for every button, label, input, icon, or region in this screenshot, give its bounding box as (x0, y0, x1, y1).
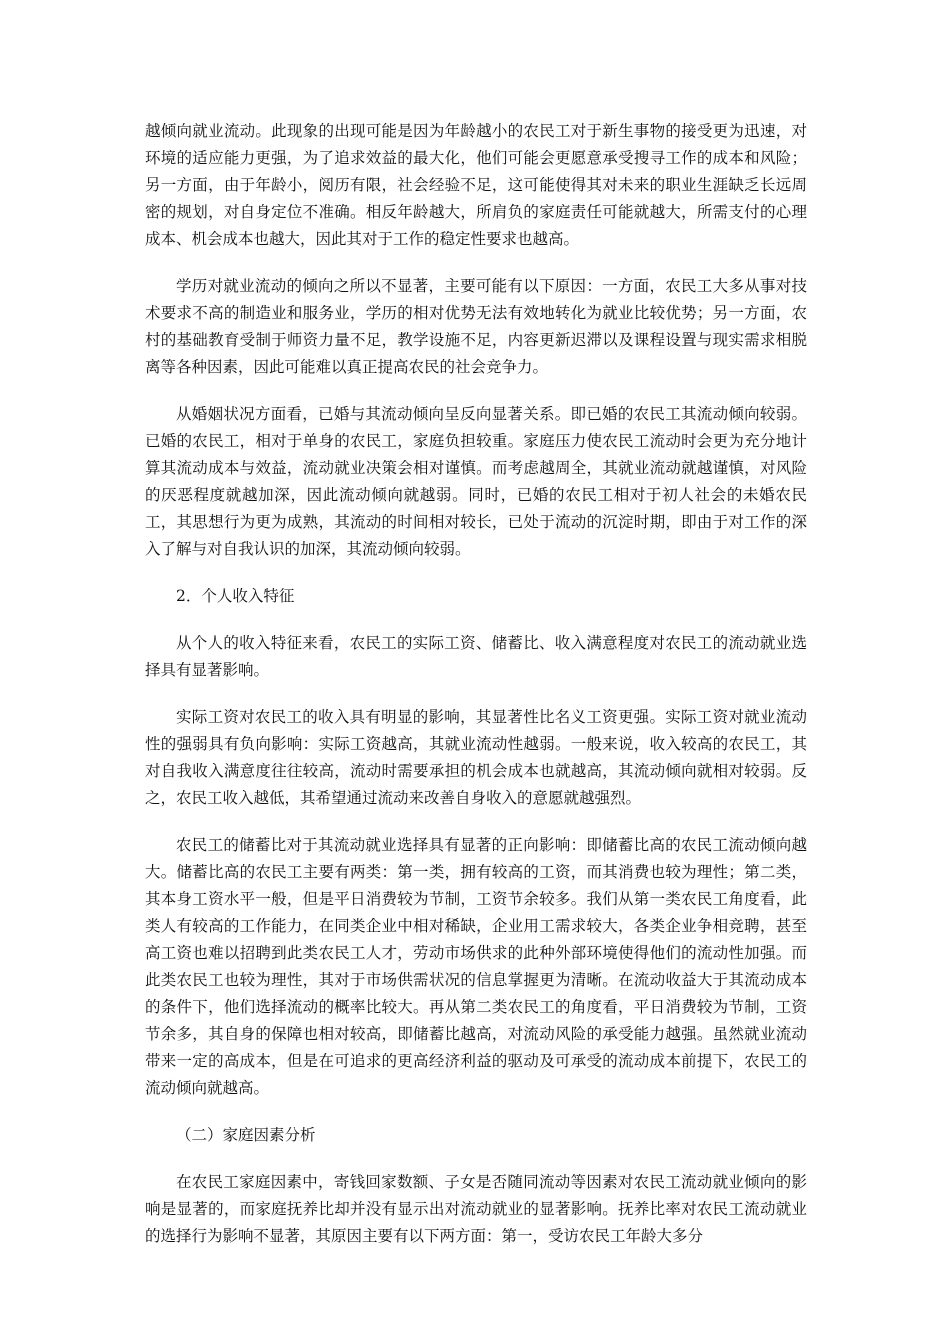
paragraph-age-effect: 越倾向就业流动。此现象的出现可能是因为年龄越小的农民工对于新生事物的接受更为迅速，对环境的适应能力更强，为了追求效益的最大化，他们可能会更愿意承受搜寻工作的成本和风险；另一方面，由于年龄小，阅历有限，社会经验不足，这可能使得其对未来的职业生涯缺乏长远周密的规划，对自身定位不准确。相反年龄越大，所肩负的家庭责任可能就越大，所需支付的心理成本、机会成本也越大，因此其对于工作的稳定性要求也越高。 (145, 122, 807, 248)
paragraph-savings-ratio: 农民工的储蓄比对于其流动就业选择具有显著的正向影响：即储蓄比高的农民工流动倾向越大。储蓄比高的农民工主要有两类：第一类，拥有较高的工资，而其消费也较为理性；第二类，其本身工资水平一般，但是平日消费较为节制，工资节余较多。我们从第一类农民工角度看，此类人有较高的工作能力，在同类企业中相对稀缺，企业用工需求较大，各类企业争相竞聘，甚至高工资也难以招聘到此类农民工人才，劳动市场供求的此种外部环境使得他们的流动性加强。而此类农民工也较为理性，其对于市场供需状况的信息掌握更为清晰。在流动收益大于其流动成本的条件下，他们选择流动的概率比较大。再从第二类农民工的角度看，平日消费较为节制，工资节余多，其自身的保障也相对较高，即储蓄比越高，对流动风险的承受能力越强。虽然就业流动带来一定的高成本，但是在可追求的更高经济利益的驱动及可承受的流动成本前提下，农民工的流动倾向就越高。 (145, 836, 807, 1097)
paragraph-real-wage: 实际工资对农民工的收入具有明显的影响，其显著性比名义工资更强。实际工资对就业流动性的强弱具有负向影响：实际工资越高，其就业流动性越弱。一般来说，收入较高的农民工，其对自我收入满意度往往较高，流动时需要承担的机会成本也就越高，其流动倾向就相对较弱。反之，农民工收入越低，其希望通过流动来改善自身收入的意愿就越强烈。 (145, 708, 807, 807)
paragraph-education-effect: 学历对就业流动的倾向之所以不显著，主要可能有以下原因：一方面，农民工大多从事对技术要求不高的制造业和服务业，学历的相对优势无法有效地转化为就业比较优势；另一方面，农村的基础教育受制于师资力量不足，教学设施不足，内容更新迟滞以及课程设置与现实需求相脱离等各种因素，因此可能难以真正提高农民的社会竞争力。 (145, 277, 807, 376)
section-heading-personal-income: 2．个人收入特征 (176, 587, 295, 605)
paragraph-family-factors: 在农民工家庭因素中，寄钱回家数额、子女是否随同流动等因素对农民工流动就业倾向的影响是显著的，而家庭抚养比却并没有显示出对流动就业的显著影响。抚养比率对农民工流动就业的选择行为影响不显著，其原因主要有以下两方面：第一，受访农民工年龄大多分 (145, 1173, 807, 1245)
paragraph-marriage-effect: 从婚姻状况方面看，已婚与其流动倾向呈反向显著关系。即已婚的农民工其流动倾向较弱。已婚的农民工，相对于单身的农民工，家庭负担较重。家庭压力使农民工流动时会更为充分地计算其流动成本与效益，流动就业决策会相对谨慎。而考虑越周全，其就业流动就越谨慎，对风险的厌恶程度就越加深，因此流动倾向就越弱。同时，已婚的农民工相对于初人社会的未婚农民工，其思想行为更为成熟，其流动的时间相对较长，已处于流动的沉淀时期，即由于对工作的深入了解与对自我认识的加深，其流动倾向较弱。 (145, 405, 807, 558)
section-heading-family-factors: （二）家庭因素分析 (176, 1126, 316, 1144)
paragraph-income-overview: 从个人的收入特征来看，农民工的实际工资、储蓄比、收入满意程度对农民工的流动就业选择具有显著影响。 (145, 634, 807, 679)
document-page (145, 118, 807, 1270)
